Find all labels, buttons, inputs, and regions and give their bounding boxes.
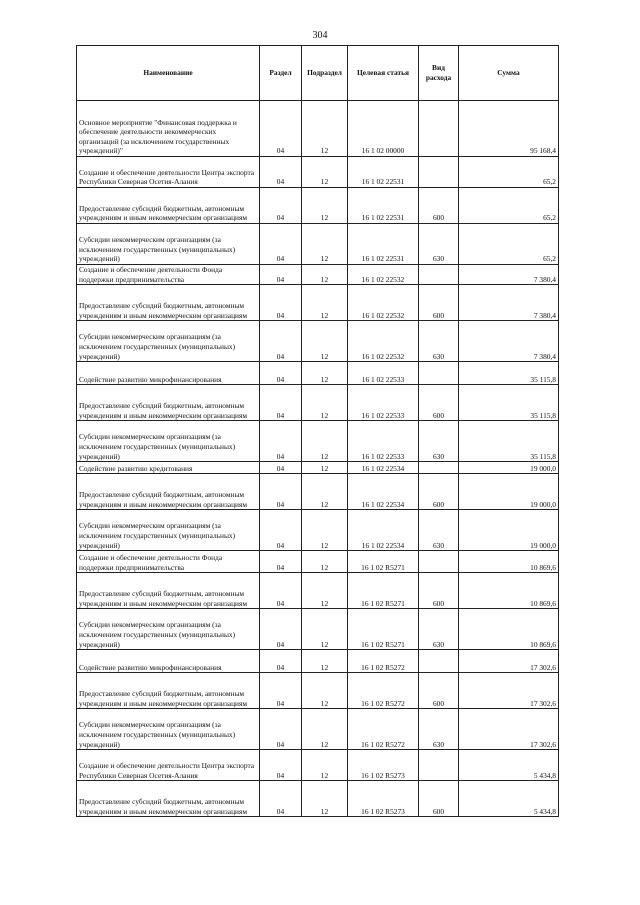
header-section: Раздел [260,46,302,101]
cell-amount: 35 115,8 [459,421,559,462]
table-row [77,101,559,157]
cell-amount: 10 869,6 [459,551,559,573]
cell-subsection: 12 [302,224,348,265]
cell-name: Субсидии некоммерческим организациям (за исключением государственных (муниципальных) учреждений) [77,609,260,650]
cell-amount: 19 000,0 [459,510,559,551]
cell-amount: 17 302,6 [459,673,559,709]
cell-expense-type: 600 [419,781,459,817]
cell-section: 04 [260,750,302,781]
cell-name: Содействие развитию кредитования [77,462,260,474]
cell-amount: 10 869,6 [459,573,559,609]
cell-target: 16 1 02 22533 [348,421,419,462]
cell-section: 04 [260,709,302,750]
cell-amount: 65,2 [459,157,559,188]
cell-subsection: 12 [302,362,348,385]
cell-subsection: 12 [302,750,348,781]
cell-name: Создание и обеспечение деятельности Фонда поддержки предпринимательства [77,551,260,573]
cell-expense-type [419,750,459,781]
cell-target: 16 1 02 22531 [348,188,419,224]
cell-section: 04 [260,321,302,362]
cell-subsection: 12 [302,265,348,285]
cell-amount: 95 168,4 [459,101,559,157]
table-row [77,224,559,265]
cell-expense-type: 600 [419,385,459,421]
cell-subsection: 12 [302,650,348,673]
cell-name: Предоставление субсидий бюджетным, автономным учреждениям и иным некоммерческим организациям [77,188,260,224]
cell-section: 04 [260,462,302,474]
table-row [77,385,559,421]
header-subsection: Подраздел [302,46,348,101]
cell-target: 16 1 02 22531 [348,224,419,265]
cell-name: Предоставление субсидий бюджетным, автономным учреждениям и иным некоммерческим организациям [77,573,260,609]
cell-section: 04 [260,285,302,321]
cell-subsection: 12 [302,188,348,224]
cell-target: 16 1 02 R5273 [348,750,419,781]
cell-target: 16 1 02 22534 [348,462,419,474]
header-amount: Сумма [459,46,559,101]
table-row [77,650,559,673]
cell-subsection: 12 [302,101,348,157]
cell-target: 16 1 02 R5273 [348,781,419,817]
cell-subsection: 12 [302,510,348,551]
cell-name: Содействие развитию микрофинансирования [77,362,260,385]
table-row [77,551,559,573]
table-row [77,750,559,781]
cell-name: Предоставление субсидий бюджетным, автономным учреждениям и иным некоммерческим организациям [77,385,260,421]
cell-expense-type: 600 [419,573,459,609]
cell-name: Предоставление субсидий бюджетным, автономным учреждениям и иным некоммерческим организациям [77,673,260,709]
cell-section: 04 [260,573,302,609]
cell-section: 04 [260,385,302,421]
cell-name: Предоставление субсидий бюджетным, автономным учреждениям и иным некоммерческим организациям [77,474,260,510]
cell-section: 04 [260,673,302,709]
cell-amount: 19 000,0 [459,474,559,510]
cell-name: Субсидии некоммерческим организациям (за исключением государственных (муниципальных) учреждений) [77,321,260,362]
table-row [77,510,559,551]
table-header-row [77,46,559,101]
cell-expense-type: 630 [419,421,459,462]
table-row [77,265,559,285]
cell-target: 16 1 02 R5272 [348,650,419,673]
cell-subsection: 12 [302,781,348,817]
cell-section: 04 [260,551,302,573]
cell-target: 16 1 02 R5271 [348,609,419,650]
cell-subsection: 12 [302,462,348,474]
cell-amount: 5 434,8 [459,750,559,781]
cell-name: Субсидии некоммерческим организациям (за исключением государственных (муниципальных) учреждений) [77,510,260,551]
cell-subsection: 12 [302,474,348,510]
cell-subsection: 12 [302,573,348,609]
cell-name: Субсидии некоммерческим организациям (за исключением государственных (муниципальных) учреждений) [77,709,260,750]
cell-expense-type [419,362,459,385]
table-row [77,474,559,510]
table-row [77,421,559,462]
cell-amount: 35 115,8 [459,385,559,421]
cell-target: 16 1 02 22533 [348,385,419,421]
cell-target: 16 1 02 22532 [348,265,419,285]
cell-name: Основное мероприятие "Финансовая поддержка и обеспечение деятельности некоммерческих организаций (за исключением государственных учреждений)" [77,101,260,157]
cell-target: 16 1 02 22533 [348,362,419,385]
cell-subsection: 12 [302,551,348,573]
cell-expense-type: 630 [419,321,459,362]
table-row [77,462,559,474]
cell-name: Создание и обеспечение деятельности Фонда поддержки предпринимательства [77,265,260,285]
table-body [77,101,559,817]
cell-amount: 19 000,0 [459,462,559,474]
cell-amount: 17 302,6 [459,650,559,673]
cell-name: Содействие развитию микрофинансирования [77,650,260,673]
cell-section: 04 [260,474,302,510]
cell-target: 16 1 02 22532 [348,321,419,362]
cell-expense-type: 600 [419,188,459,224]
cell-amount: 35 115,8 [459,362,559,385]
cell-subsection: 12 [302,421,348,462]
cell-expense-type: 600 [419,474,459,510]
cell-target: 16 1 02 R5271 [348,551,419,573]
cell-amount: 17 302,6 [459,709,559,750]
cell-expense-type [419,462,459,474]
cell-amount: 7 380,4 [459,321,559,362]
table-row [77,362,559,385]
cell-section: 04 [260,781,302,817]
cell-expense-type: 600 [419,285,459,321]
cell-amount: 65,2 [459,224,559,265]
cell-target: 16 1 02 22534 [348,510,419,551]
cell-name: Субсидии некоммерческим организациям (за исключением государственных (муниципальных) учреждений) [77,224,260,265]
cell-expense-type [419,265,459,285]
table-row [77,781,559,817]
cell-subsection: 12 [302,673,348,709]
cell-section: 04 [260,157,302,188]
cell-subsection: 12 [302,157,348,188]
cell-expense-type: 630 [419,609,459,650]
cell-section: 04 [260,265,302,285]
cell-target: 16 1 02 22531 [348,157,419,188]
cell-expense-type: 600 [419,673,459,709]
cell-target: 16 1 02 R5272 [348,673,419,709]
cell-amount: 10 869,6 [459,609,559,650]
cell-subsection: 12 [302,709,348,750]
page-number: 304 [312,30,328,41]
table-row [77,157,559,188]
cell-expense-type [419,650,459,673]
cell-expense-type: 630 [419,510,459,551]
cell-target: 16 1 02 R5271 [348,573,419,609]
cell-name: Субсидии некоммерческим организациям (за исключением государственных (муниципальных) учреждений) [77,421,260,462]
cell-section: 04 [260,101,302,157]
table-row [77,709,559,750]
table-row [77,609,559,650]
header-expense-type: Вид расхода [419,46,459,101]
cell-section: 04 [260,421,302,462]
cell-amount: 65,2 [459,188,559,224]
cell-expense-type: 630 [419,709,459,750]
cell-expense-type: 630 [419,224,459,265]
cell-expense-type [419,551,459,573]
cell-amount: 5 434,8 [459,781,559,817]
cell-name: Предоставление субсидий бюджетным, автономным учреждениям и иным некоммерческим организациям [77,781,260,817]
cell-name: Создание и обеспечение деятельности Центра экспорта Республики Северная Осетия-Алания [77,750,260,781]
table-row [77,188,559,224]
cell-target: 16 1 02 00000 [348,101,419,157]
cell-name: Создание и обеспечение деятельности Центра экспорта Республики Северная Осетия-Алания [77,157,260,188]
cell-target: 16 1 02 22534 [348,474,419,510]
cell-subsection: 12 [302,285,348,321]
cell-amount: 7 380,4 [459,285,559,321]
cell-section: 04 [260,362,302,385]
table-row [77,573,559,609]
cell-subsection: 12 [302,609,348,650]
table-row [77,673,559,709]
table-row [77,321,559,362]
cell-section: 04 [260,650,302,673]
table-row [77,285,559,321]
cell-target: 16 1 02 22532 [348,285,419,321]
cell-section: 04 [260,224,302,265]
cell-amount: 7 380,4 [459,265,559,285]
cell-expense-type [419,101,459,157]
cell-target: 16 1 02 R5272 [348,709,419,750]
budget-table [76,45,559,817]
cell-expense-type [419,157,459,188]
cell-section: 04 [260,510,302,551]
cell-name: Предоставление субсидий бюджетным, автономным учреждениям и иным некоммерческим организациям [77,285,260,321]
cell-subsection: 12 [302,321,348,362]
cell-subsection: 12 [302,385,348,421]
header-target: Целевая статья [348,46,419,101]
cell-section: 04 [260,609,302,650]
cell-section: 04 [260,188,302,224]
header-name: Наименование [77,46,260,101]
